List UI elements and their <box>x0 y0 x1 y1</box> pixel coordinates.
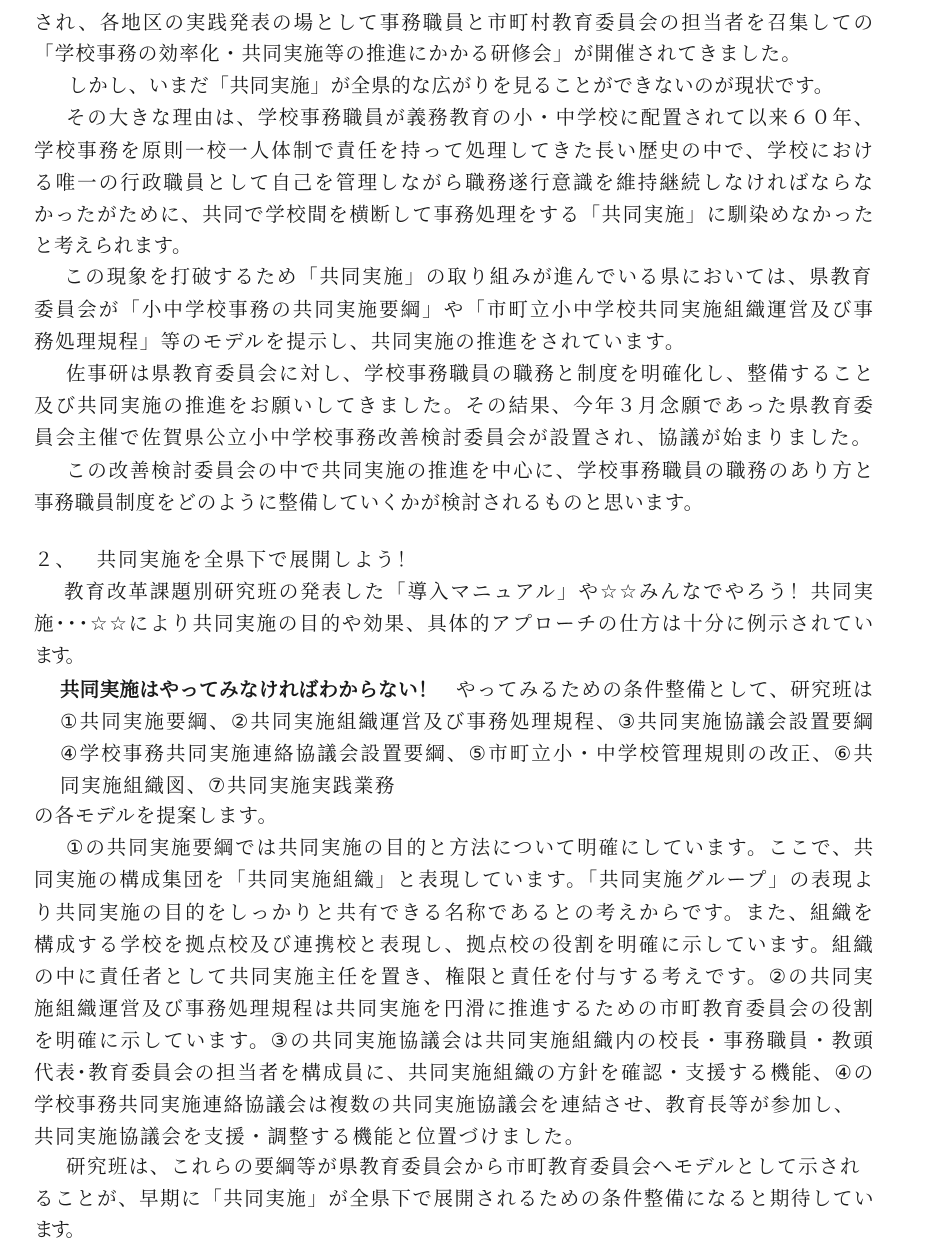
text-line: 務処理規程」等のモデルを提示し、共同実施の推進をされています。 <box>34 330 686 353</box>
text-line: 研究班は、これらの要綱等が県教育委員会から市町教育委員会へモデルとして示され <box>66 1155 861 1178</box>
text-line: 員会主催で佐賀県公立小中学校事務改善検討委員会が設置され、協議が始まりました。 <box>34 426 873 449</box>
text-line: かったがために、共同で学校間を横断して事務処理をする「共同実施」に馴染めなかった <box>34 203 875 226</box>
text-line: を明確に示しています。③の共同実施協議会は共同実施組織内の校長・事務職員・教頭 <box>34 1029 875 1052</box>
text-line: 構成する学校を拠点校及び連携校と表現し、拠点校の役割を明確に示しています。組織 <box>34 933 875 956</box>
text-line: 「学校事務の効率化・共同実施等の推進にかかる研修会」が開催されてきました。 <box>34 42 802 65</box>
text-line: しかし、いまだ「共同実施」が全県的な広がりを見ることができないのが現状です。 <box>68 74 834 97</box>
list-line: ①共同実施要綱、②共同実施組織運営及び事務処理規程、③共同実施協議会設置要綱 <box>60 710 875 733</box>
text-line: その大きな理由は、学校事務職員が義務教育の小・中学校に配置されて以来６０年、 <box>66 106 875 129</box>
text-line: 代表･教育委員会の担当者を構成員に、共同実施組織の方針を確認・支援する機能、④の <box>34 1061 875 1084</box>
text-line: の各モデルを提案します。 <box>34 804 278 827</box>
text-line: 学校事務共同実施連絡協議会は複数の共同実施協議会を連結させ、教育長等が参加し、 <box>34 1093 855 1116</box>
text-line: され、各地区の実践発表の場として事務職員と市町村教育委員会の担当者を召集しての <box>34 11 875 34</box>
text-line: 施組織運営及び事務処理規程は共同実施を円滑に推進するための市町教育委員会の役割 <box>34 997 875 1020</box>
text-line: この改善検討委員会の中で共同実施の推進を中心に、学校事務職員の職務のあり方と <box>66 459 875 482</box>
text-line: ることが、早期に「共同実施」が全県下で展開されるための条件整備になると期待してい <box>34 1187 875 1210</box>
text-line: の中に責任者として共同実施主任を置き、権限と責任を付与する考えです。②の共同実 <box>34 965 875 988</box>
text-line: 事務職員制度をどのように整備していくかが検討されるものと思います。 <box>34 491 704 514</box>
text-line: ①の共同実施要綱では共同実施の目的と方法について明確にしています。ここで、共 <box>66 836 875 859</box>
text-line: り共同実施の目的をしっかりと共有できる名称であるとの考えからです。また、組織を <box>34 901 875 924</box>
text-line: 佐事研は県教育委員会に対し、学校事務職員の職務と制度を明確化し、整備すること <box>66 362 875 385</box>
text-line: ます。 <box>34 644 82 667</box>
list-line: 同実施組織図、⑦共同実施実践業務 <box>60 774 396 797</box>
text-line: 委員会が「小中学校事務の共同実施要綱」や「市町立小中学校共同実施組織運営及び事 <box>34 298 875 321</box>
text-line: 学校事務を原則一校一人体制で責任を持って処理してきた長い歴史の中で、学校におけ <box>34 139 875 162</box>
text-line: 共同実施協議会を支援・調整する機能と位置づけました。 <box>34 1125 586 1148</box>
section-heading: ２、 共同実施を全県下で展開しよう！ <box>34 548 418 571</box>
text-line: やってみるための条件整備として、研究班は <box>456 678 874 701</box>
text-line: 及び共同実施の推進をお願いしてきました。その結果、今年３月念願であった県教育委 <box>34 394 875 417</box>
text-line: 同実施の構成集団を「共同実施組織」と表現しています。「共同実施グループ」の表現よ <box>34 868 875 891</box>
list-line: ④学校事務共同実施連絡協議会設置要綱、⑤市町立小・中学校管理規則の改正、⑥共 <box>60 742 875 765</box>
text-line: この現象を打破するため「共同実施」の取り組みが進んでいる県においては、県教育 <box>64 265 873 288</box>
text-line: 施･･･☆☆により共同実施の目的や効果、具体的アプローチの仕方は十分に例示されてい <box>34 612 875 635</box>
text-line: る唯一の行政職員として自己を管理しながら職務遂行意識を維持継続しなければならな <box>34 171 875 194</box>
text-line: と考えられます。 <box>34 234 192 257</box>
emphasis-text: 共同実施はやってみなければわからない！ <box>60 678 438 701</box>
text-line: ます。 <box>34 1218 82 1241</box>
text-line: 教育改革課題別研究班の発表した「導入マニュアル」や☆☆みんなでやろう！共同実 <box>64 580 875 603</box>
